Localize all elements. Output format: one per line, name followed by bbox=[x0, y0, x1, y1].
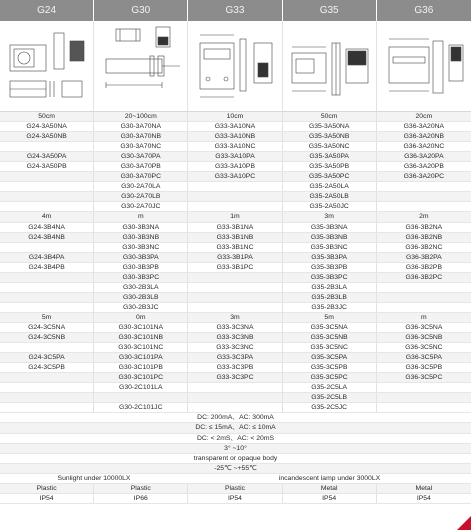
g30-sensor-drawing-icon bbox=[94, 21, 188, 111]
spec-target: transparent or opaque body bbox=[0, 454, 471, 464]
table-cell bbox=[188, 303, 282, 312]
model-rows bbox=[0, 112, 471, 413]
table-cell bbox=[0, 283, 94, 292]
table-cell: G24-3B4NA bbox=[0, 223, 94, 232]
header-g36: G36 bbox=[377, 0, 471, 21]
table-cell: m bbox=[421, 313, 427, 321]
header-row bbox=[0, 0, 471, 21]
table-cell: G33-3A10NB bbox=[188, 132, 282, 141]
table-cell bbox=[0, 142, 94, 151]
table-cell: G36-3C5PC bbox=[405, 374, 443, 382]
table-cell: G24-3C5NA bbox=[0, 323, 94, 332]
table-cell: G36-3B2PA bbox=[405, 253, 442, 261]
table-cell: G33-3C3NB bbox=[188, 333, 282, 342]
table-cell: G36-3A20NA bbox=[403, 123, 445, 131]
table-cell: G35-3C5PB bbox=[283, 363, 377, 372]
table-cell: G36-3B2NC bbox=[405, 243, 443, 251]
table-cell: G30-3C101PA bbox=[94, 353, 188, 362]
table-cell: G33-3A10NA bbox=[188, 122, 282, 131]
table-cell: 20~100cm bbox=[94, 112, 188, 121]
table-cell bbox=[0, 192, 94, 201]
table-cell bbox=[377, 393, 471, 402]
table-cell: G24-3B4NB bbox=[0, 233, 94, 242]
table-cell: G30-3A70NA bbox=[94, 122, 188, 131]
table-cell: G30-3B3NC bbox=[94, 243, 188, 252]
header-g30: G30 bbox=[94, 0, 188, 21]
table-cell: G33-3B1PC bbox=[188, 263, 282, 272]
table-cell: G30-2A70LB bbox=[94, 192, 188, 201]
table-cell: G33-3C3NA bbox=[188, 323, 282, 332]
table-cell: G33-3C3NC bbox=[188, 343, 282, 352]
table-row bbox=[0, 393, 471, 403]
table-cell: G35-3C5PC bbox=[283, 373, 377, 382]
table-row bbox=[0, 273, 471, 283]
table-cell: G30-3A70PC bbox=[94, 172, 188, 181]
table-cell: G36-3B2PC bbox=[405, 273, 443, 281]
table-cell: G30-3C101NC bbox=[94, 343, 188, 352]
incandescent-text: incandescent lamp under 3000LX bbox=[278, 474, 381, 482]
table-cell: G36-3C5NC bbox=[405, 344, 443, 352]
table-cell: G30-3B3NB bbox=[94, 233, 188, 242]
table-cell bbox=[188, 403, 282, 412]
table-cell bbox=[377, 182, 471, 191]
table-cell: G36-3C5NB bbox=[405, 334, 443, 342]
table-cell: G33-3B1NB bbox=[188, 233, 282, 242]
table-cell: G35-3C5NB bbox=[283, 333, 377, 342]
table-cell: G36-3A20NB bbox=[403, 133, 445, 141]
table-cell bbox=[188, 383, 282, 392]
table-cell: G24-3A50NA bbox=[0, 122, 94, 131]
table-row bbox=[0, 202, 471, 212]
table-cell: 50cm bbox=[0, 112, 94, 121]
table-row bbox=[0, 343, 471, 353]
table-cell: G36-3C5NA bbox=[405, 323, 443, 331]
material-cell: Metal bbox=[415, 484, 433, 492]
table-cell: G35-3B3NC bbox=[283, 243, 377, 252]
table-cell: G30-2A70JC bbox=[94, 202, 188, 211]
table-cell: G24-3C5NB bbox=[0, 333, 94, 342]
table-cell: G24-3C5PA bbox=[0, 353, 94, 362]
table-cell: 10cm bbox=[188, 112, 282, 121]
table-cell: G30-2C101JC bbox=[94, 403, 188, 412]
g33-sensor-drawing-icon bbox=[188, 21, 282, 111]
sunlight-text: Sunlight under 10000LX bbox=[57, 474, 131, 482]
table-cell: G35-2C5JC bbox=[283, 403, 377, 412]
table-row bbox=[0, 353, 471, 363]
table-row bbox=[0, 152, 471, 162]
table-cell: G30-3C101PB bbox=[94, 363, 188, 372]
table-cell: 5m bbox=[283, 313, 377, 322]
table-cell: G24-3B4PA bbox=[0, 253, 94, 262]
table-cell bbox=[0, 373, 94, 382]
table-cell bbox=[377, 403, 471, 412]
table-row bbox=[0, 182, 471, 192]
table-cell: G35-2B3LB bbox=[283, 293, 377, 302]
table-row bbox=[0, 293, 471, 303]
table-row bbox=[0, 313, 471, 323]
table-cell: m bbox=[94, 212, 188, 221]
table-cell: G33-3C3PA bbox=[188, 353, 282, 362]
table-row bbox=[0, 403, 471, 413]
table-row bbox=[0, 212, 471, 222]
table-cell bbox=[188, 393, 282, 402]
table-row bbox=[0, 122, 471, 132]
material-row bbox=[0, 484, 471, 494]
table-cell: G36-3A20PB bbox=[403, 163, 444, 171]
table-cell: G36-3B2PB bbox=[405, 263, 442, 271]
table-cell: G30-3C101NB bbox=[94, 333, 188, 342]
rating-cell: IP54 bbox=[0, 494, 94, 503]
table-cell: G30-2A70LA bbox=[94, 182, 188, 191]
spec-consumption-current: DC: ≤ 15mA、AC: ≤ 10mA bbox=[0, 423, 471, 433]
table-cell: G35-3B3PA bbox=[283, 253, 377, 262]
table-row bbox=[0, 333, 471, 343]
table-cell: G30-3A70NB bbox=[94, 132, 188, 141]
table-cell: G35-3B3PB bbox=[283, 263, 377, 272]
material-cell: Plastic bbox=[0, 484, 94, 493]
table-cell: 5m bbox=[0, 313, 94, 322]
table-row bbox=[0, 142, 471, 152]
table-cell: G33-3A10PA bbox=[188, 152, 282, 161]
rating-cell: IP54 bbox=[188, 494, 282, 503]
table-cell: 4m bbox=[0, 212, 94, 221]
g36-sensor-drawing-icon bbox=[377, 21, 471, 111]
table-cell bbox=[188, 283, 282, 292]
table-cell bbox=[0, 172, 94, 181]
table-row bbox=[0, 283, 471, 293]
table-row bbox=[0, 383, 471, 393]
table-cell: G36-3C5PA bbox=[405, 354, 442, 362]
table-cell: G35-3A50PB bbox=[283, 162, 377, 171]
table-cell: G33-3B1PA bbox=[188, 253, 282, 262]
table-cell bbox=[0, 303, 94, 312]
table-cell: 2m bbox=[419, 213, 429, 221]
spec-angle: 3° ~10° bbox=[0, 444, 471, 454]
table-cell: G30-2B3LB bbox=[94, 293, 188, 302]
table-cell: G33-3A10NC bbox=[188, 142, 282, 151]
table-cell: G35-2C5LA bbox=[283, 383, 377, 392]
drawing-row bbox=[0, 21, 471, 112]
spec-temperature: -25℃ ~+55℃ bbox=[0, 464, 471, 474]
table-cell: G30-3A70PA bbox=[94, 152, 188, 161]
table-cell: G24-3B4PB bbox=[0, 263, 94, 272]
table-cell: G30-3A70PB bbox=[94, 162, 188, 171]
table-cell: G24-3A50NB bbox=[0, 132, 94, 141]
table-cell: G35-3B3NA bbox=[283, 223, 377, 232]
table-cell: G30-3A70NC bbox=[94, 142, 188, 151]
table-cell: G35-3C5PA bbox=[283, 353, 377, 362]
table-cell: G35-3A50NB bbox=[283, 132, 377, 141]
table-cell: G35-3C5NC bbox=[283, 343, 377, 352]
rating-cell: IP66 bbox=[94, 494, 188, 503]
table-cell: G36-3B2NA bbox=[405, 223, 443, 231]
table-cell: G35-2A50JC bbox=[283, 202, 377, 211]
table-row bbox=[0, 223, 471, 233]
table-cell bbox=[377, 303, 471, 312]
table-cell: G30-3C101PC bbox=[94, 373, 188, 382]
table-cell: 20cm bbox=[415, 113, 433, 120]
table-cell: G30-3B3PA bbox=[94, 253, 188, 262]
table-cell: G35-2A50LB bbox=[283, 192, 377, 201]
table-cell: G30-2C101LA bbox=[94, 383, 188, 392]
table-cell bbox=[0, 273, 94, 282]
table-cell bbox=[188, 293, 282, 302]
spec-ambient-light bbox=[0, 474, 471, 484]
rating-cell: IP54 bbox=[283, 494, 377, 503]
table-row bbox=[0, 112, 471, 122]
table-cell: G36-3C5PB bbox=[405, 364, 443, 372]
table-cell: G36-3B2NB bbox=[405, 233, 443, 241]
table-cell: G33-3B1NA bbox=[188, 223, 282, 232]
table-cell: G30-2B3LA bbox=[94, 283, 188, 292]
table-row bbox=[0, 233, 471, 243]
spec-response-time: DC: < 2mS、AC: < 20mS bbox=[0, 434, 471, 444]
table-cell bbox=[0, 383, 94, 392]
header-g35: G35 bbox=[283, 0, 377, 21]
table-cell bbox=[377, 202, 471, 211]
table-cell bbox=[377, 293, 471, 302]
table-cell: G33-3A10PC bbox=[188, 172, 282, 181]
table-cell bbox=[377, 283, 471, 292]
table-cell: 3m bbox=[283, 212, 377, 221]
table-cell: G35-2C5LB bbox=[283, 393, 377, 402]
table-cell bbox=[188, 182, 282, 191]
table-row bbox=[0, 253, 471, 263]
table-cell bbox=[0, 202, 94, 211]
table-row bbox=[0, 172, 471, 182]
table-row bbox=[0, 303, 471, 313]
corner-triangle-mark bbox=[457, 516, 471, 530]
table-cell: G35-3B3PC bbox=[283, 273, 377, 282]
table-cell: 3m bbox=[188, 313, 282, 322]
table-cell: G35-3C5NA bbox=[283, 323, 377, 332]
spec-output-current: DC: 200mA、AC: 300mA bbox=[0, 413, 471, 423]
g35-sensor-drawing-icon bbox=[283, 21, 377, 111]
table-cell bbox=[0, 243, 94, 252]
table-cell: G36-3A20PC bbox=[403, 173, 445, 181]
table-cell: G36-3A20PA bbox=[404, 153, 444, 161]
table-cell: G35-2B3JC bbox=[283, 303, 377, 312]
rating-row bbox=[0, 494, 471, 504]
table-cell: G35-3A50NC bbox=[283, 142, 377, 151]
table-cell: G33-3B1NC bbox=[188, 243, 282, 252]
table-cell: G30-3C101NA bbox=[94, 323, 188, 332]
table-row bbox=[0, 132, 471, 142]
g24-sensor-drawing-icon bbox=[0, 21, 94, 111]
header-g33: G33 bbox=[188, 0, 282, 21]
table-row bbox=[0, 243, 471, 253]
table-cell: 50cm bbox=[283, 112, 377, 121]
table-cell: G24-3C5PB bbox=[0, 363, 94, 372]
table-cell: G30-3B3PB bbox=[94, 263, 188, 272]
table-cell: G33-3A10PB bbox=[188, 162, 282, 171]
material-cell: Metal bbox=[283, 484, 377, 493]
table-cell bbox=[0, 403, 94, 412]
table-cell: G35-2A50LA bbox=[283, 182, 377, 191]
table-cell: G35-3A50PC bbox=[283, 172, 377, 181]
table-cell: G35-3A50NA bbox=[283, 122, 377, 131]
table-cell: G30-3B3NA bbox=[94, 223, 188, 232]
table-cell bbox=[0, 182, 94, 191]
rating-cell: IP54 bbox=[416, 494, 431, 502]
table-cell: G24-3A50PB bbox=[0, 162, 94, 171]
material-cell: Plastic bbox=[188, 484, 282, 493]
table-row bbox=[0, 263, 471, 273]
table-cell bbox=[188, 202, 282, 211]
material-cell: Plastic bbox=[94, 484, 188, 493]
table-cell bbox=[0, 343, 94, 352]
table-row bbox=[0, 323, 471, 333]
table-cell: G36-3A20NC bbox=[403, 143, 445, 151]
table-cell: G30-2B3JC bbox=[94, 303, 188, 312]
table-cell: G35-2B3LA bbox=[283, 283, 377, 292]
table-row bbox=[0, 162, 471, 172]
header-g24: G24 bbox=[0, 0, 94, 21]
table-cell: 1m bbox=[188, 212, 282, 221]
table-cell: G30-3B3PC bbox=[94, 273, 188, 282]
table-cell bbox=[188, 273, 282, 282]
table-cell: G35-3A50PA bbox=[283, 152, 377, 161]
table-cell: 0m bbox=[94, 313, 188, 322]
table-row bbox=[0, 373, 471, 383]
table-cell bbox=[377, 383, 471, 392]
table-cell bbox=[0, 293, 94, 302]
table-cell: G33-3C3PC bbox=[188, 373, 282, 382]
table-cell bbox=[188, 192, 282, 201]
table-cell: G33-3C3PB bbox=[188, 363, 282, 372]
table-cell bbox=[0, 393, 94, 402]
table-row bbox=[0, 192, 471, 202]
table-cell: G35-3B3NB bbox=[283, 233, 377, 242]
table-row bbox=[0, 363, 471, 373]
table-cell: G24-3A50PA bbox=[0, 152, 94, 161]
table-cell bbox=[377, 192, 471, 201]
table-cell bbox=[94, 393, 188, 402]
